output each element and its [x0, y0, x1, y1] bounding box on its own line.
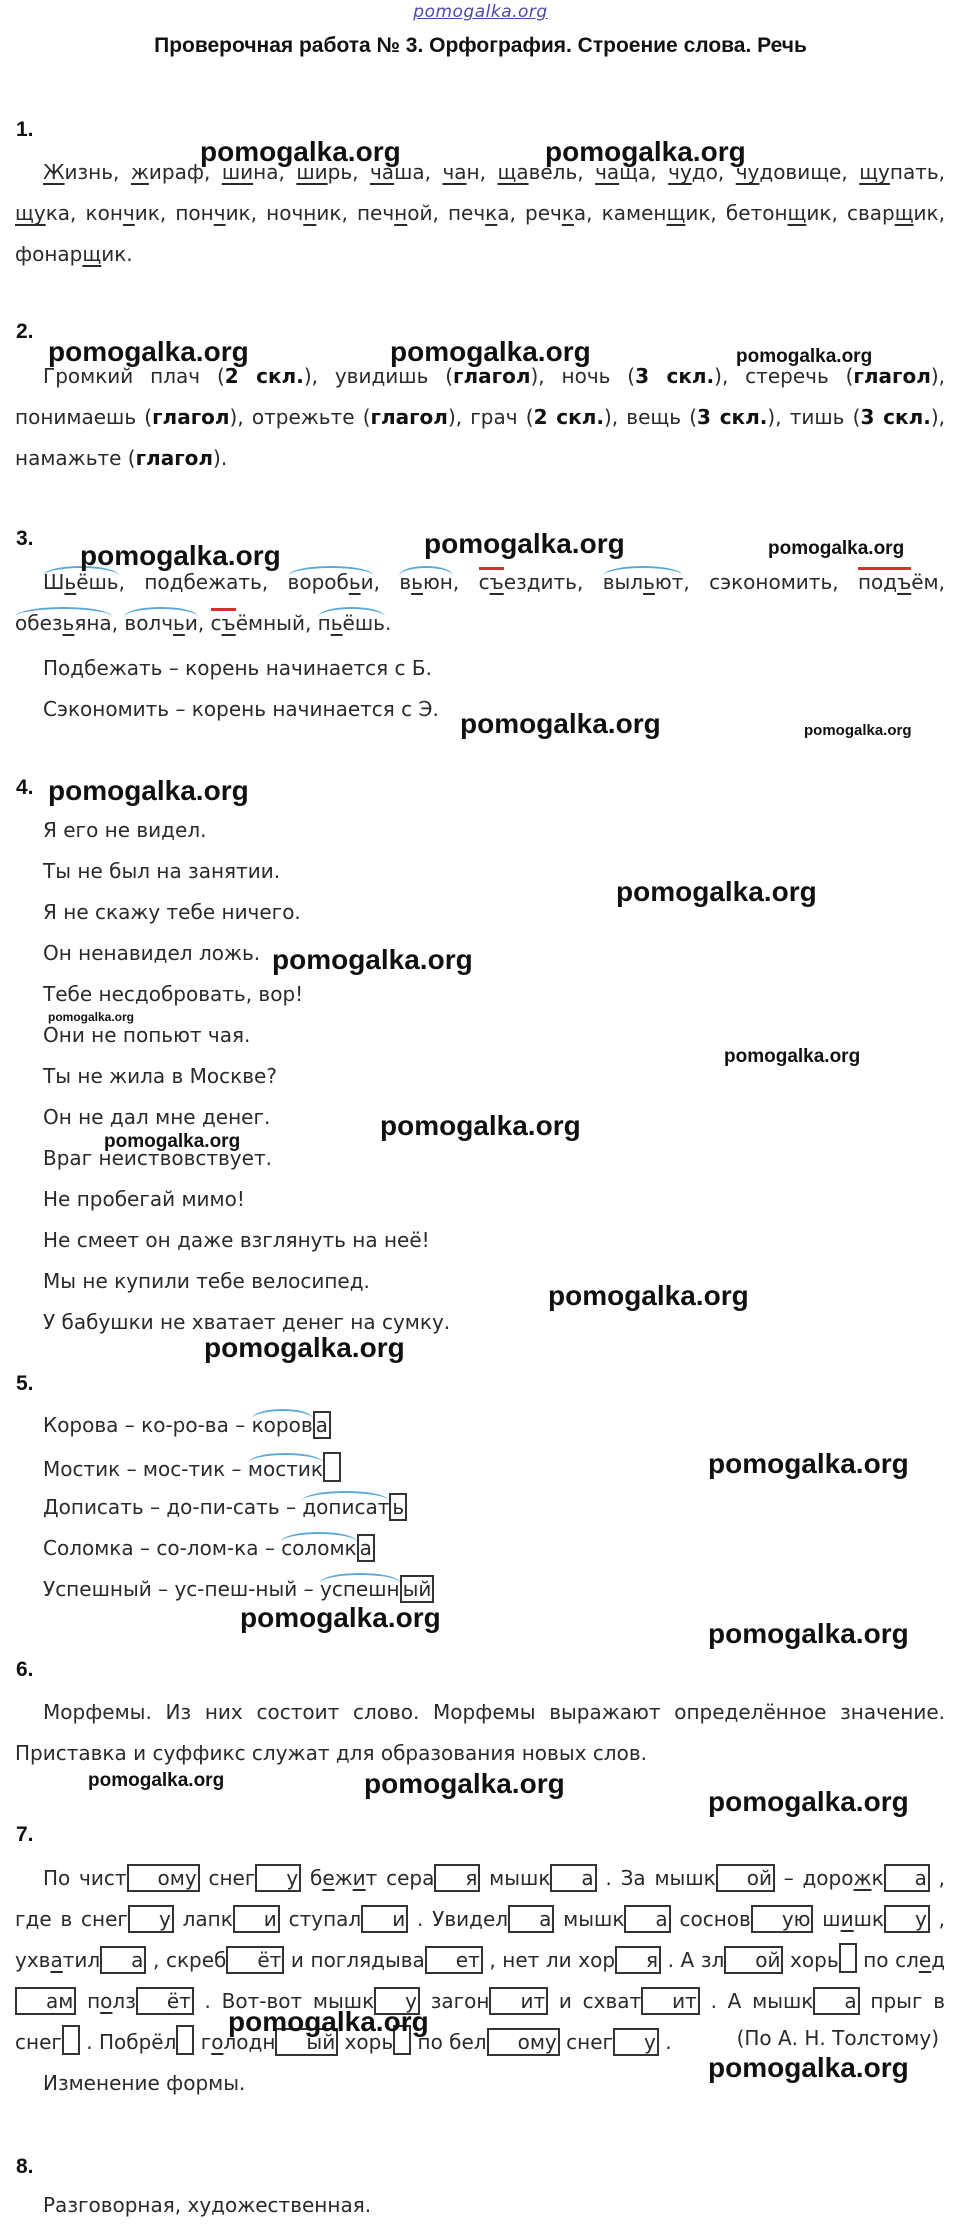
task-4-line: Ты не жила в Москве?	[43, 1064, 277, 1088]
task-3-text: Шьёшь, подбежать, воробьи, вьюн, съездить, выльют, сэкономить, подъём, обезьяна, волчьи, съёмный, пьёшь.	[15, 562, 945, 644]
watermark: pomogalka.org	[708, 1618, 909, 1649]
watermark: pomogalka.org	[616, 876, 817, 907]
watermark: pomogalka.org	[708, 1786, 909, 1817]
task-4-line: Я его не видел.	[43, 818, 207, 842]
watermark: pomogalka.org	[424, 528, 625, 559]
watermark: pomogalka.org	[200, 136, 401, 167]
task-5-row: Успешный – ус-пеш-ный – успешн ый	[43, 1575, 434, 1603]
task-6-text: Морфемы. Из них состоит слово. Морфемы выражают определённое значение. Приставка и суффикс служат для образования новых слов.	[15, 1700, 945, 1765]
watermark: pomogalka.org	[708, 1448, 909, 1479]
task-4-line: Ты не был на занятии.	[43, 859, 281, 883]
task-7-text: По чист ому снег у бежит сера я мышк а . За мышк ой – дорожк а , где в снег у лапк и ступал и . Увидел а мышк а соснов ую шишк у , ухватил а , скреб ёт и поглядыва ет , нет ли хор я . А зл ой хорь по следам полз ёт . Вот-вот мышк у загон ит и схват ит . А мышк а прыг в снег . Побрёл голодн ый хорь по бел ому снег у .	[15, 1866, 946, 2054]
task-7-answer: Изменение формы.	[43, 2071, 246, 2095]
task-4-line: У бабушки не хватает денег на сумку.	[43, 1310, 451, 1334]
watermark: pomogalka.org	[708, 2052, 909, 2083]
watermark: pomogalka.org	[724, 1046, 861, 1067]
task-2-number: 2.	[16, 320, 34, 343]
task-5-number: 5.	[16, 1372, 34, 1395]
task-5-row: Соломка – со-лом-ка – соломк а	[43, 1534, 375, 1562]
watermark: pomogalka.org	[364, 1768, 565, 1799]
watermark: pomogalka.org	[204, 1332, 405, 1363]
task-1-text: Жизнь, жираф, шина, ширь, чаша, чан, щавель, чаща, чудо, чудовище, щупать, щука, кончик, пончик, ночник, печной, печка, речка, каменщик, бетонщик, сварщик, фонарщик.	[15, 160, 946, 266]
task-8-number: 8.	[16, 2155, 34, 2178]
watermark: pomogalka.org	[104, 1131, 241, 1152]
task-4-number: 4.	[16, 776, 34, 799]
task-4-line: Тебе несдобровать, вор!	[43, 982, 304, 1006]
task-4-line: Я не скажу тебе ничего.	[43, 900, 301, 924]
watermark: pomogalka.org	[88, 1770, 225, 1791]
watermark: pomogalka.org	[460, 708, 661, 739]
page-title: Проверочная работа № 3. Орфография. Строение слова. Речь	[154, 34, 807, 57]
watermark: pomogalka.org	[48, 336, 249, 367]
task-1-number: 1.	[16, 118, 34, 141]
task-5-row: Корова – ко-ро-ва – коров а	[43, 1411, 331, 1439]
watermark: pomogalka.org	[390, 336, 591, 367]
task-6-number: 6.	[16, 1658, 34, 1681]
task-2-text: Громкий плач (2 скл.), увидишь (глагол), ночь (3 скл.), стеречь (глагол), понимаешь (глагол), отрежьте (глагол), грач (2 скл.), вещь (3 скл.), тишь (3 скл.), намажьте (глагол).	[15, 364, 946, 470]
watermark: pomogalka.org	[272, 944, 473, 975]
task-5-row: Мостик – мос-тик – мостик	[43, 1452, 341, 1482]
watermark: pomogalka.org	[48, 1010, 135, 1024]
task-4-line: Не смеет он даже взглянуть на неё!	[43, 1228, 430, 1252]
task-3-line-3: Сэкономить – корень начинается с Э.	[43, 697, 439, 721]
task-3-line-2: Подбежать – корень начинается с Б.	[43, 656, 432, 680]
watermark: pomogalka.org	[804, 722, 912, 739]
task-4-line: Он не дал мне денег.	[43, 1105, 271, 1129]
site-logo[interactable]: pomogalka.org	[413, 2, 548, 22]
watermark: pomogalka.org	[548, 1280, 749, 1311]
task-4-line: Он ненавидел ложь.	[43, 941, 261, 965]
task-4-line: Враг неиствовствует.	[43, 1146, 272, 1170]
watermark: pomogalka.org	[228, 2006, 429, 2037]
text-source: (По А. Н. Толстому)	[736, 2026, 939, 2050]
task-5-row: Дописать – до-пи-сать – дописат ь	[43, 1493, 407, 1521]
task-3-number: 3.	[16, 527, 34, 550]
watermark: pomogalka.org	[380, 1110, 581, 1141]
watermark: pomogalka.org	[768, 538, 905, 559]
watermark: pomogalka.org	[545, 136, 746, 167]
watermark: pomogalka.org	[736, 346, 873, 367]
watermark: pomogalka.org	[80, 540, 281, 571]
task-4-line: Они не попьют чая.	[43, 1023, 251, 1047]
task-4-line: Не пробегай мимо!	[43, 1187, 245, 1211]
watermark: pomogalka.org	[48, 775, 249, 806]
watermark: pomogalka.org	[240, 1602, 441, 1633]
task-8-text: Разговорная, художественная.	[43, 2193, 372, 2217]
task-4-line: Мы не купили тебе велосипед.	[43, 1269, 370, 1293]
task-7-number: 7.	[16, 1823, 34, 1846]
